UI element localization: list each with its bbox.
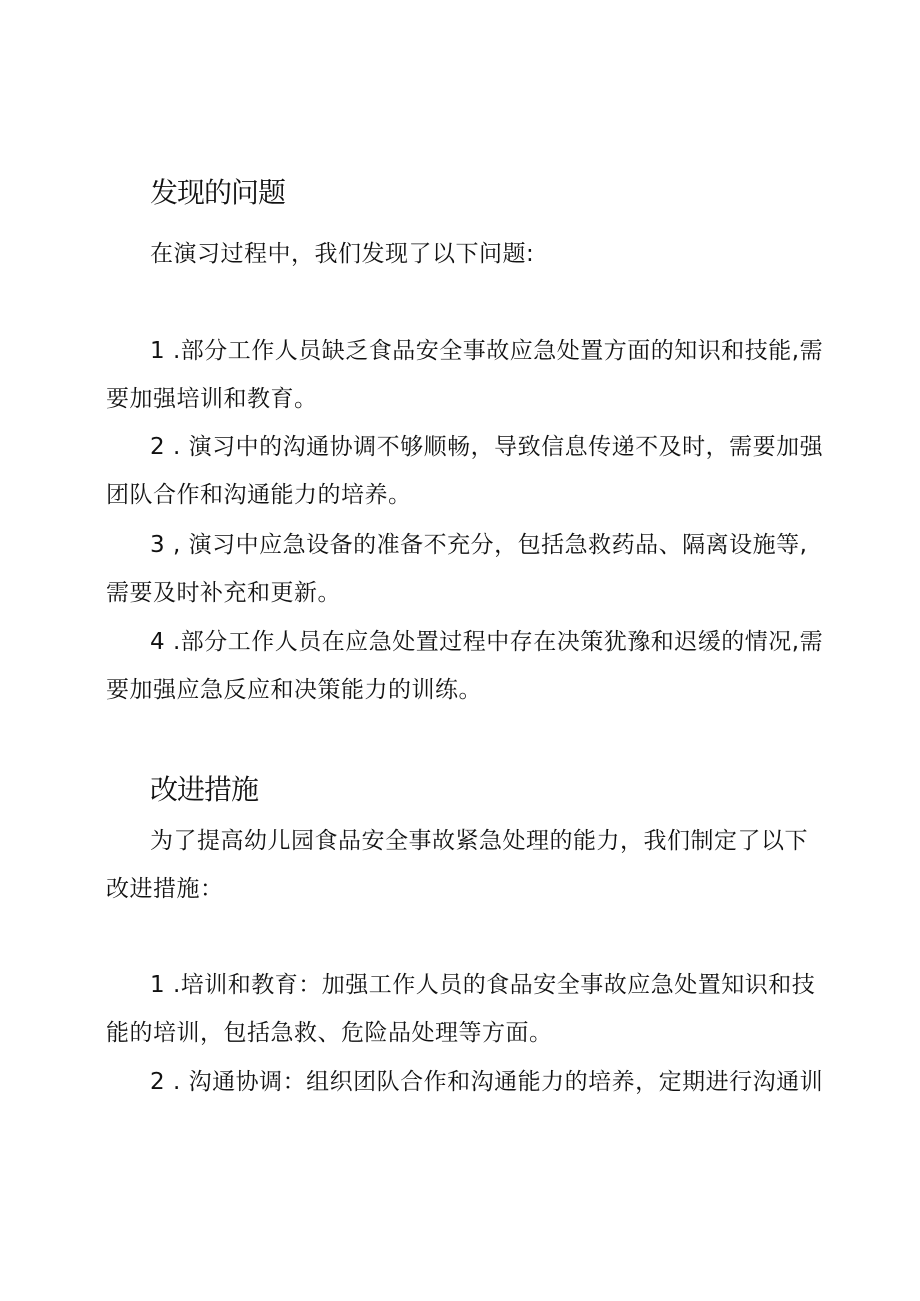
problem-item-3: 3 , 演习中应急设备的准备不充分，包括急救药品、隔离设施等,需要及时补充和更新。 xyxy=(106,532,808,606)
measure-item-1: 1 .培训和教育：加强工作人员的食品安全事故应急处置知识和技能的培训，包括急救、危险品处理等方面。 xyxy=(106,972,816,1046)
problem-item-1: 1 .部分工作人员缺乏食品安全事故应急处置方面的知识和技能,需要加强培训和教育。 xyxy=(106,338,824,412)
measure-item-2: 2 . 沟通协调：组织团队合作和沟通能力的培养，定期进行沟通训 xyxy=(150,1069,824,1095)
problem-item-4: 4 .部分工作人员在应急处置过程中存在决策犹豫和迟缓的情况,需要加强应急反应和决策能力的训练。 xyxy=(106,629,824,703)
section-heading-problems: 发现的问题 xyxy=(150,176,286,209)
section-heading-measures: 改进措施 xyxy=(150,773,259,806)
problems-intro: 在演习过程中，我们发现了以下问题: xyxy=(150,241,535,267)
problem-item-2: 2 . 演习中的沟通协调不够顺畅，导致信息传递不及时，需要加强团队合作和沟通能力的培养。 xyxy=(106,434,824,508)
measures-intro: 为了提高幼儿园食品安全事故紧急处理的能力，我们制定了以下改进措施： xyxy=(106,828,808,902)
